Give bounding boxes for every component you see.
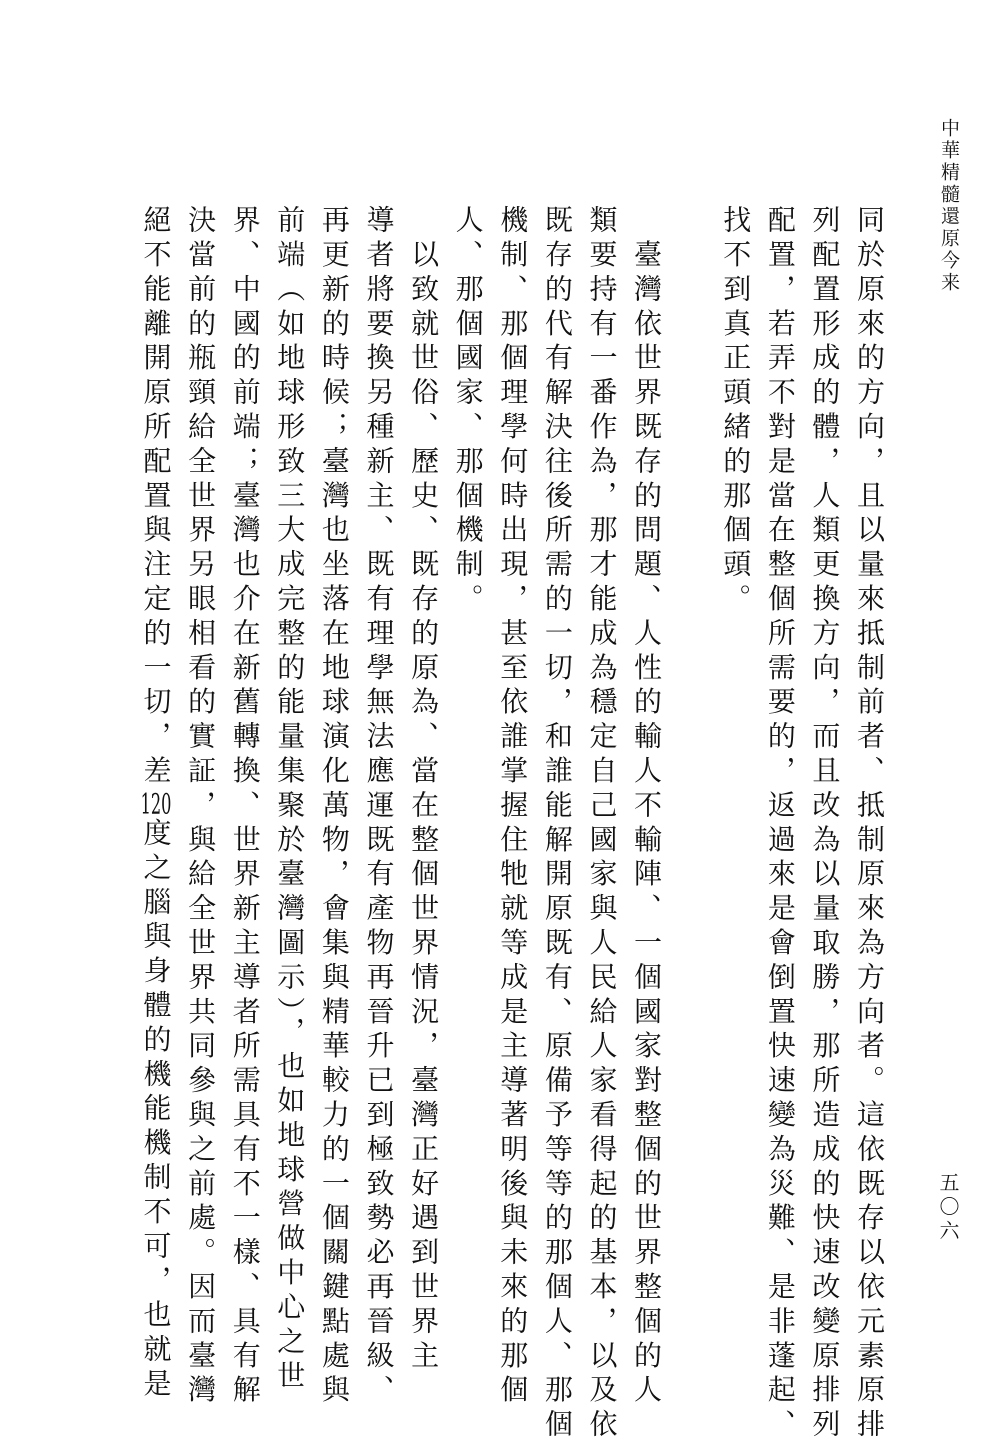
text-fragment: 度之腦與身體的機能機制不可，也就是: [139, 817, 173, 1403]
text-column: 以致就世俗、歷史、既存的原為、當在整個世界情況，臺灣正好遇到世界主: [407, 205, 441, 1375]
page-number: 五〇六: [936, 1172, 960, 1244]
text-column: 人、那個國家、那個機制。: [451, 205, 485, 618]
text-column-last: [133, 205, 178, 1403]
text-column: 前端（如地球形致三大成完整的能量集聚於臺灣圖示），也如地球營做中心之世: [273, 205, 307, 1395]
text-column: 既存的代有解決往後所需的一切，和誰能解開原既有、原備予等等的那個人、那個: [540, 205, 574, 1443]
running-header: 中華精髓還原今来: [938, 118, 960, 294]
numeral-120: 120: [140, 789, 172, 818]
text-column: 臺灣依世界既存的問題、人性的輸人不輸陣、一個國家對整個的世界整個的人: [630, 205, 664, 1409]
text-column: 界、中國的前端；臺灣也介在新舊轉換、世界新主導者所需具有不一樣、具有解: [228, 205, 262, 1409]
text-column: 找不到真正頭緒的那個頭。: [719, 205, 753, 618]
text-column: 類要持有一番作為，那才能成為穩定自己國家與人民給人家看得起的基本，以及依: [585, 205, 619, 1443]
text-column: 決當前的瓶頸給全世界另眼相看的實証，與給全世界共同參與之前處。因而臺灣: [184, 205, 218, 1409]
text-column: 列配置形成的體，人類更換方向，而且改為以量取勝，那所造成的快速改變原排列: [808, 205, 842, 1443]
text-column: 再更新的時候；臺灣也坐落在地球演化萬物，會集與精華較力的一個關鍵點處與: [317, 205, 351, 1409]
blank-column: [668, 205, 713, 1285]
text-fragment: 絕不能離開原所配置與注定的一切，差: [139, 205, 173, 790]
body-text: [133, 205, 891, 1443]
text-column: 機制、那個理學何時出現，甚至依誰掌握住牠就等成是主導著明後與未來的那個: [496, 205, 530, 1409]
text-column: 同於原來的方向，且以量來抵制前者、抵制原來為方向者。這依既存以依元素原排: [853, 205, 886, 1443]
text-column: 導者將要換另種新主、既有理學無法應運既有產物再晉升已到極致勢必再晉級、: [362, 205, 396, 1409]
text-column: 配置，若弄不對是當在整個所需要的，返過來是會倒置快速變為災難、是非蓬起、: [763, 205, 797, 1443]
